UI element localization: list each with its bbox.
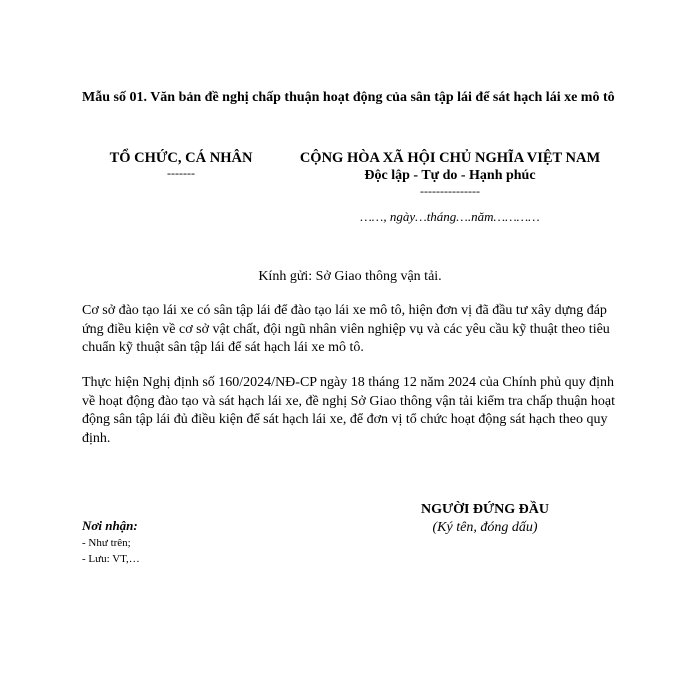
recipient-item: - Như trên; (82, 537, 131, 549)
national-motto: Độc lập - Tự do - Hạnh phúc (364, 168, 536, 183)
body-paragraph: Cơ sở đào tạo lái xe có sân tập lái để đào tạo lái xe mô tô, hiện đơn vị đã đầu tư xây dựng đáp ứng điều kiện về cơ sở vật chất, đội ngũ nhân viên nghiệp vụ và các yêu cầu kỹ thuật theo tiêu chuẩn kỹ thuật sân tập lái để sát hạch lái xe mô tô. (82, 303, 610, 355)
place-date-line: ……, ngày…tháng….năm………… (360, 209, 540, 224)
motto-divider: --------------- (420, 184, 480, 198)
recipient-item: - Lưu: VT,… (82, 553, 140, 565)
body-paragraph: Thực hiện Nghị định số 160/2024/NĐ-CP ngày 18 tháng 12 năm 2024 của Chính phủ quy định về hoạt động đào tạo và sát hạch lái xe, đề nghị Sở Giao thông vận tải kiểm tra chấp thuận hoạt động sân tập lái đủ điều kiện để sát hạch lái xe, để đơn vị tổ chức hoạt động sát hạch theo quy định. (82, 375, 616, 446)
signer-note: (Ký tên, đóng dấu) (432, 520, 538, 535)
recipients-label: Nơi nhận: (82, 518, 138, 533)
organization-divider: ------- (167, 166, 195, 180)
country-name: CỘNG HÒA XÃ HỘI CHỦ NGHĨA VIỆT NAM (299, 150, 601, 166)
organization-name: TỔ CHỨC, CÁ NHÂN (109, 150, 253, 166)
signer-title: NGƯỜI ĐỨNG ĐẦU (420, 502, 550, 517)
recipient-line: Kính gửi: Sở Giao thông vận tải. (258, 269, 442, 284)
form-title: Mẫu số 01. Văn bản đề nghị chấp thuận hoạt động của sân tập lái để sát hạch lái xe mô tô (82, 90, 615, 105)
